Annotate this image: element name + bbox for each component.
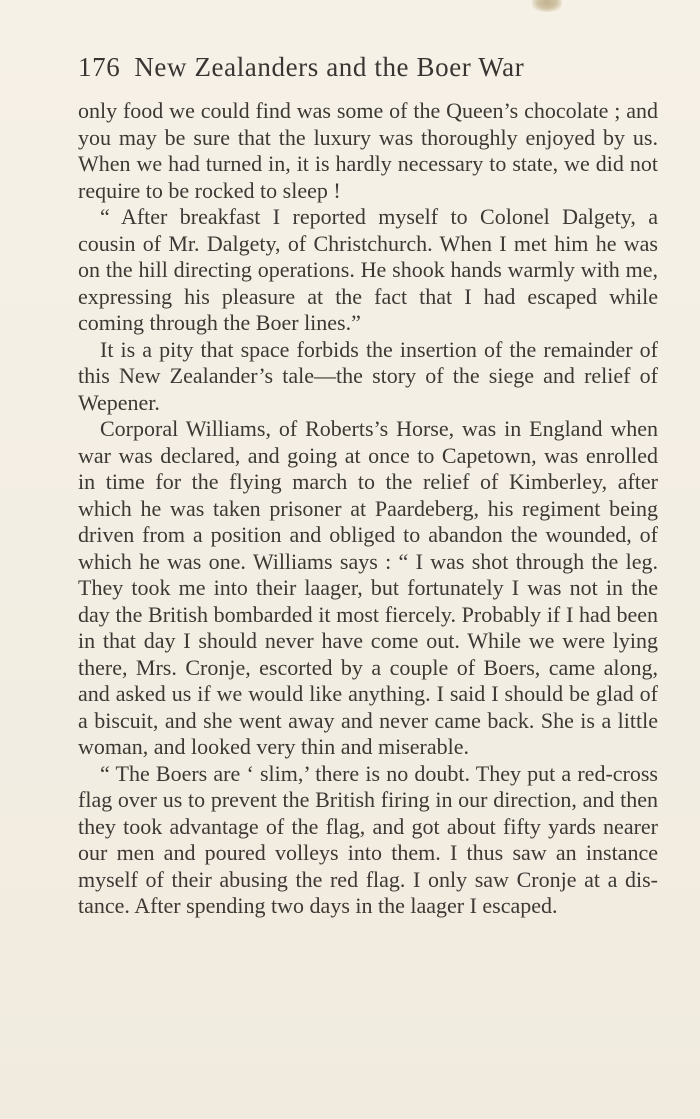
running-header <box>78 52 624 88</box>
paragraph-boers-slim: “ The Boers are ‘ slim,’ there is no doubt. They put a red-cross flag over us to prevent the British firing in our direction, and then they took advantage of the flag, and got about fifty yards nearer our men and poured volleys into them. I thus saw an instance myself of their abusing the red flag. I only saw Cronje at a distance. After spending two days in the laager I escaped. <box>78 760 658 918</box>
running-title: New Zealanders and the Boer War <box>134 52 525 82</box>
page-number: 176 <box>78 52 121 82</box>
paragraph-continuation: only food we could find was some of the Queen’s chocolate ; and you may be sure that the luxury was thoroughly enjoyed by us. When we had turned in, it is hardly necessary to state, we did not require to be rocked to sleep ! <box>78 98 658 203</box>
body-text <box>78 98 658 920</box>
paragraph-wepener: It is a pity that space forbids the insertion of the remainder of this New Zealander’s tale—the story of the siege and relief of Wepener. <box>78 336 658 415</box>
paragraph-dalgety: “ After breakfast I reported myself to Colonel Dalgety, a cousin of Mr. Dalgety, of Christchurch. When I met him he was on the hill directing operations. He shook hands warmly with me, expressing his pleasure at the fact that I had escaped while coming through the Boer lines.” <box>78 204 658 335</box>
paragraph-williams: Corporal Williams, of Roberts’s Horse, was in England when war was declared, and going at once to Capetown, was enrolled in time for the flying march to the relief of Kimberley, after which he was taken prisoner at Paardeberg, his regiment being driven from a position and obliged to abandon the wounded, of which he was one. Williams says : “ I was shot through the leg. They took me into their laager, but fortunately I was not in the day the British bombarded it most fiercely. Probably if I had been in that day I should never have come out. While we were lying there, Mrs. Cronje, escorted by a couple of Boers, came along, and asked us if we would like anything. I said I should be glad of a biscuit, and she went away and never came back. She is a little woman, and looked very thin and miserable. <box>78 416 658 759</box>
page-smudge <box>532 0 562 12</box>
